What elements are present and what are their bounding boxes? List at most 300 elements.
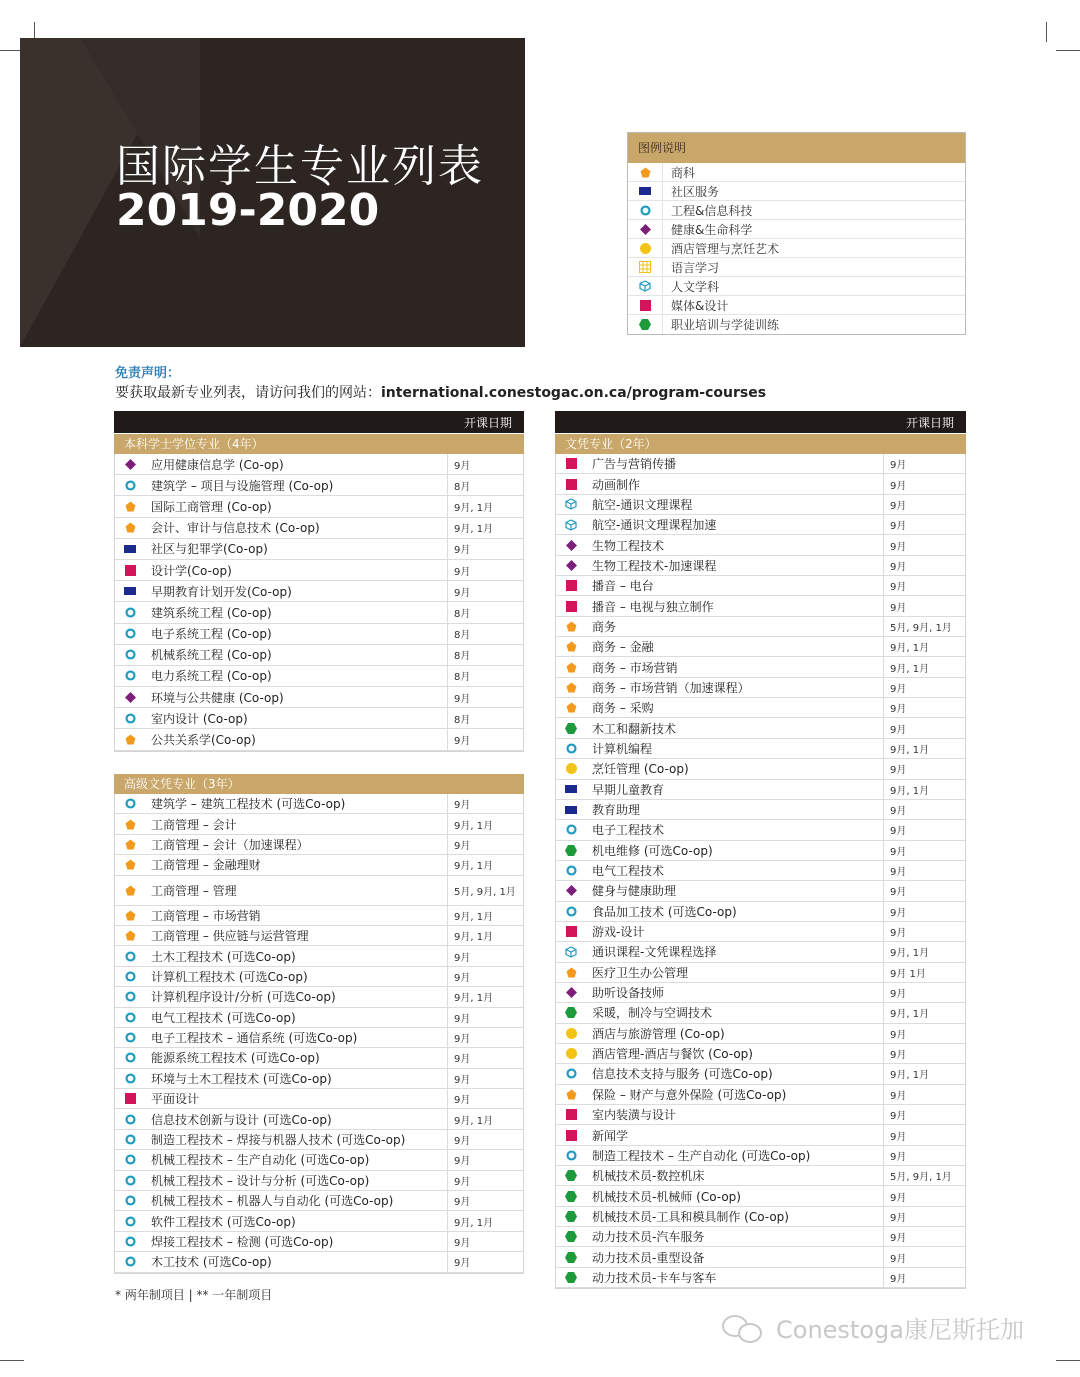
website-link[interactable]: international.conestogac.on.ca/program-courses [381,385,767,401]
program-row [115,1028,523,1048]
start-date: 9月 [883,556,965,575]
start-date: 8月 [447,666,523,686]
start-date: 9月 [447,1069,523,1088]
program-name: 航空-通识文理课程加速 [592,518,717,533]
community-services-icon [115,587,145,595]
engineering-it-icon [115,649,145,660]
legend-item-label: 职业培训与学徒训练 [671,318,780,332]
program-name: 计算机工程技术 (可选Co-op) [151,969,308,984]
program-name: 室内设计 (Co-op) [151,711,248,726]
community-services-icon [628,182,663,201]
program-row [115,814,523,834]
program-name: 机械技术员-数控机床 [592,1169,705,1184]
program-row [115,926,523,946]
program-row [115,1008,523,1028]
trades-apprenticeship-icon [556,1191,586,1202]
trades-apprenticeship-icon [556,1231,586,1242]
crop-mark [1056,50,1080,51]
start-date: 9月 [447,967,523,986]
crop-mark [1046,22,1047,42]
program-row [556,780,965,800]
business-category-icon [115,910,145,921]
program-row [115,518,523,539]
program-name: 助听设备技师 [592,986,665,1001]
engineering-it-icon [115,1175,145,1186]
health-life-sciences-icon [628,220,663,239]
program-name: 软件工程技术 (可选Co-op) [151,1214,296,1229]
program-name: 动力技术员-卡车与客车 [592,1270,717,1285]
legend-item [628,163,965,182]
hospitality-culinary-icon [556,1028,586,1039]
program-name: 早期教育计划开发(Co-op) [151,584,292,599]
start-date: 9月 [883,515,965,534]
program-row [115,539,523,560]
start-date: 9月 [883,1044,965,1063]
program-name: 制造工程技术 – 焊接与机器人技术 (可选Co-op) [151,1133,406,1148]
program-row [556,495,965,515]
program-name: 教育助理 [592,803,641,818]
start-date: 9月 [883,800,965,819]
trades-apprenticeship-icon [556,1211,586,1222]
program-name: 会计、审计与信息技术 (Co-op) [151,521,320,536]
program-name: 工商管理 – 供应链与运营管理 [151,929,309,944]
media-design-icon [556,1130,586,1141]
program-row [556,841,965,861]
start-date: 9月, 1月 [883,1064,965,1083]
watermark [722,1310,1024,1345]
start-date: 9月 [883,454,965,473]
business-category-icon [556,1089,586,1100]
start-date: 9月 [447,1048,523,1067]
media-design-icon [115,565,145,576]
program-row [556,963,965,983]
engineering-it-icon [115,713,145,724]
legend-item-label: 工程&信息科技 [671,203,753,218]
program-name: 工商管理 – 会计 [151,817,237,832]
engineering-it-icon [115,1236,145,1247]
legend-item [628,258,965,277]
start-date: 5月, 9月, 1月 [883,617,965,636]
health-life-sciences-icon [556,560,586,571]
start-date: 9月 [883,983,965,1002]
start-date: 9月 [447,1130,523,1149]
media-design-icon [556,1109,586,1120]
engineering-it-icon [115,1256,145,1267]
program-row [115,987,523,1007]
start-date: 9月 [447,1008,523,1027]
program-name: 信息技术创新与设计 (可选Co-op) [151,1112,332,1127]
start-date: 8月 [447,602,523,622]
program-row [115,1171,523,1191]
program-name: 能源系统工程技术 (可选Co-op) [151,1051,320,1066]
program-row [115,1252,523,1272]
table-header [114,411,524,433]
program-row [115,602,523,623]
start-date: 9月, 1月 [447,518,523,538]
business-category-icon [115,839,145,850]
program-name: 建筑学 – 建筑工程技术 (可选Co-op) [151,797,346,812]
program-name: 制造工程技术 – 生产自动化 (可选Co-op) [592,1148,811,1163]
legend-item-label: 媒体&设计 [671,298,729,313]
business-category-icon [556,682,586,693]
start-date: 9月, 1月 [447,814,523,833]
program-row [115,1232,523,1252]
engineering-it-icon [115,670,145,681]
program-row [556,1024,965,1044]
engineering-it-icon [115,1154,145,1165]
legend-item-label: 语言学习 [671,260,720,275]
start-date: 9月 [883,474,965,493]
community-services-icon [556,785,586,793]
section-title: 高级文凭专业（3年） [114,773,524,794]
program-row [115,967,523,987]
program-name: 电子系统工程 (Co-op) [151,627,272,642]
program-name: 工商管理 – 市场营销 [151,908,261,923]
program-row [556,902,965,922]
start-date: 9月 [447,1191,523,1210]
program-row [556,983,965,1003]
start-date: 9月 [883,1268,965,1287]
start-date-header: 开课日期 [905,415,954,430]
program-name: 设计学(Co-op) [151,563,232,578]
business-category-icon [556,621,586,632]
section-title: 本科学士学位专业（4年） [114,433,524,454]
program-row [556,1247,965,1267]
start-date: 9月, 1月 [883,942,965,961]
start-date: 9月 [447,1171,523,1190]
program-row [115,1089,523,1109]
program-row [556,474,965,494]
program-row [115,454,523,475]
program-name: 应用健康信息学 (Co-op) [151,457,284,472]
section-title: 文凭专业（2年） [555,433,966,454]
start-date: 9月 [883,1105,965,1124]
program-name: 计算机程序设计/分析 (可选Co-op) [151,990,336,1005]
legend-item [628,277,965,296]
program-row [556,861,965,881]
program-name: 游戏-设计 [592,925,645,940]
program-row [556,881,965,901]
disclaimer-title: 免责声明： [115,366,181,381]
engineering-it-icon [115,607,145,618]
program-row [115,645,523,666]
engineering-it-icon [556,743,586,754]
business-category-icon [115,930,145,941]
start-date: 9月 [883,535,965,554]
program-name: 环境与土木工程技术 (可选Co-op) [151,1071,332,1086]
program-row [115,581,523,602]
program-name: 电子工程技术 [592,823,665,838]
program-name: 国际工商管理 (Co-op) [151,499,272,514]
legend-item [628,239,965,258]
crop-mark [0,1360,24,1361]
engineering-it-icon [115,798,145,809]
start-date: 9月 [447,729,523,749]
program-name: 建筑系统工程 (Co-op) [151,605,272,620]
start-date: 9月 [447,946,523,965]
business-category-icon [115,501,145,512]
liberal-studies-icon [556,519,586,531]
program-row [556,576,965,596]
liberal-studies-icon [556,498,586,510]
program-name: 动画制作 [592,477,641,492]
business-category-icon [115,885,145,896]
program-name: 商务 – 采购 [592,701,654,716]
legend-item-label: 酒店管理与烹饪艺术 [671,241,780,256]
program-row [115,624,523,645]
language-studies-icon [628,258,663,277]
program-name: 木工技术 (可选Co-op) [151,1255,272,1270]
trades-apprenticeship-icon [556,1007,586,1018]
program-name: 早期儿童教育 [592,782,665,797]
program-name: 酒店与旅游管理 (Co-op) [592,1026,725,1041]
start-date: 9月 [447,581,523,601]
start-date: 9月, 1月 [883,637,965,656]
business-category-icon [115,734,145,745]
media-design-icon [628,296,663,315]
start-date: 8月 [447,475,523,495]
health-life-sciences-icon [556,885,586,896]
start-date: 9月 1月 [883,963,965,982]
program-row [556,1166,965,1186]
program-name: 工商管理 – 金融理财 [151,858,261,873]
engineering-it-icon [115,971,145,982]
program-name: 机械工程技术 – 设计与分析 (可选Co-op) [151,1173,370,1188]
start-date: 9月 [883,841,965,860]
program-name: 机电维修 (可选Co-op) [592,843,713,858]
program-row [556,1186,965,1206]
program-name: 信息技术支持与服务 (可选Co-op) [592,1067,773,1082]
engineering-it-icon [115,1012,145,1023]
legend-item-label: 社区服务 [671,184,720,199]
start-date: 9月 [883,718,965,737]
media-design-icon [556,479,586,490]
start-date: 9月, 1月 [883,1003,965,1022]
watermark-text: Conestoga康尼斯托加 [776,1316,1024,1344]
program-name: 航空-通识文理课程 [592,497,693,512]
business-category-icon [115,819,145,830]
program-row [556,1227,965,1247]
program-row [115,729,523,750]
start-date: 5月, 9月, 1月 [447,876,523,905]
program-name: 公共关系学(Co-op) [151,733,256,748]
program-row [556,739,965,759]
start-date: 8月 [447,708,523,728]
liberal-studies-icon [628,277,663,296]
health-life-sciences-icon [115,692,145,703]
program-row [556,759,965,779]
business-category-icon [115,522,145,533]
start-date: 9月 [447,1232,523,1251]
start-date: 9月 [883,881,965,900]
start-date: 9月 [883,678,965,697]
program-name: 商务 – 市场营销（加速课程） [592,680,750,695]
program-row [115,946,523,966]
program-name: 商务 – 金融 [592,640,654,655]
community-services-icon [556,806,586,814]
program-row [556,596,965,616]
start-date: 9月, 1月 [447,496,523,516]
health-life-sciences-icon [115,459,145,470]
business-category-icon [556,702,586,713]
start-date: 9月 [883,1146,965,1165]
engineering-it-icon [115,951,145,962]
engineering-it-icon [115,628,145,639]
program-name: 广告与营销传播 [592,457,677,472]
program-row [115,1069,523,1089]
engineering-it-icon [115,1032,145,1043]
program-name: 机械工程技术 – 生产自动化 (可选Co-op) [151,1153,370,1168]
program-row [556,1085,965,1105]
start-date: 9月 [883,922,965,941]
start-date: 9月 [447,539,523,559]
program-name: 环境与公共健康 (Co-op) [151,690,284,705]
start-date: 9月 [447,794,523,813]
liberal-studies-icon [556,946,586,958]
program-row [556,678,965,698]
page-year: 2019-2020 [116,185,380,236]
legend [627,132,966,335]
business-category-icon [556,641,586,652]
program-name: 烹饪管理 (Co-op) [592,762,689,777]
program-name: 医疗卫生办公管理 [592,965,689,980]
program-name: 电力系统工程 (Co-op) [151,669,272,684]
health-life-sciences-icon [556,540,586,551]
business-category-icon [628,163,663,182]
program-name: 室内装潢与设计 [592,1108,677,1123]
program-row [556,800,965,820]
program-name: 生物工程技术 [592,538,665,553]
start-date: 9月, 1月 [883,780,965,799]
start-date: 9月 [447,835,523,854]
program-row [556,1207,965,1227]
program-row [115,475,523,496]
program-row [115,794,523,814]
hospitality-culinary-icon [556,1048,586,1059]
legend-title: 图例说明 [628,133,965,163]
engineering-it-icon [115,1052,145,1063]
program-name: 土木工程技术 (可选Co-op) [151,949,296,964]
program-row [115,687,523,708]
program-name: 播音 – 电台 [592,579,654,594]
media-design-icon [556,580,586,591]
program-name: 电子工程技术 – 通信系统 (可选Co-op) [151,1031,358,1046]
start-date: 9月 [883,1024,965,1043]
program-name: 动力技术员-重型设备 [592,1250,705,1265]
start-date: 9月, 1月 [447,906,523,925]
start-date: 9月, 1月 [883,657,965,676]
program-row [115,1150,523,1170]
program-row [556,515,965,535]
trades-apprenticeship-icon [556,723,586,734]
program-name: 电气工程技术 (可选Co-op) [151,1010,296,1025]
program-row [556,1044,965,1064]
wechat-icon [722,1313,768,1343]
start-date: 9月, 1月 [447,1211,523,1230]
engineering-it-icon [115,1134,145,1145]
program-name: 机械工程技术 – 机器人与自动化 (可选Co-op) [151,1194,394,1209]
program-row [556,922,965,942]
engineering-it-icon [115,1195,145,1206]
start-date: 9月, 1月 [447,926,523,945]
engineering-it-icon [628,201,663,220]
engineering-it-icon [115,991,145,1002]
program-name: 商务 – 市场营销 [592,660,678,675]
start-date-header: 开课日期 [463,415,512,430]
disclaimer-text: 要获取最新专业列表，请访问我们的网站： [115,385,381,401]
program-row [556,1003,965,1023]
start-date: 9月, 1月 [447,855,523,874]
program-row [556,698,965,718]
start-date: 9月, 1月 [447,987,523,1006]
program-row [115,855,523,875]
bachelor-programs-table [114,411,524,752]
program-row [556,820,965,840]
start-date: 5月, 9月, 1月 [883,1166,965,1185]
table-header [555,411,966,433]
program-row [556,1268,965,1288]
program-name: 新闻学 [592,1128,629,1143]
start-date: 9月, 1月 [883,739,965,758]
program-row [556,1105,965,1125]
start-date: 9月 [883,1247,965,1266]
program-row [556,1146,965,1166]
program-row [115,1191,523,1211]
program-name: 建筑学 – 项目与设施管理 (Co-op) [151,478,334,493]
start-date: 9月 [883,1085,965,1104]
hospitality-culinary-icon [628,239,663,258]
start-date: 9月 [883,902,965,921]
program-row [115,560,523,581]
legend-item [628,220,965,239]
program-row [115,496,523,517]
program-row [556,637,965,657]
program-name: 商务 [592,619,617,634]
start-date: 9月 [883,698,965,717]
footnote: * 两年制项目 | ** 一年制项目 [115,1288,273,1302]
start-date: 9月 [883,861,965,880]
advanced-diploma-table [114,773,524,1274]
legend-item [628,315,965,334]
program-name: 社区与犯罪学(Co-op) [151,542,268,557]
program-name: 电气工程技术 [592,864,665,879]
diploma-programs-table [555,411,966,1289]
start-date: 9月 [883,1186,965,1205]
start-date: 9月 [883,820,965,839]
start-date: 9月 [883,1207,965,1226]
program-row [556,657,965,677]
legend-item-label: 健康&生命科学 [671,222,753,237]
start-date: 9月 [447,1150,523,1169]
business-category-icon [115,859,145,870]
start-date: 9月 [883,576,965,595]
engineering-it-icon [556,1150,586,1161]
media-design-icon [115,1093,145,1104]
hero-banner [20,38,525,347]
program-row [556,454,965,474]
start-date: 9月 [883,759,965,778]
program-row [115,666,523,687]
page-title: 国际学生专业列表 [116,141,484,192]
program-name: 动力技术员-汽车服务 [592,1230,705,1245]
engineering-it-icon [115,1216,145,1227]
engineering-it-icon [115,1073,145,1084]
program-row [115,906,523,926]
program-row [556,942,965,962]
disclaimer [115,382,766,402]
engineering-it-icon [115,480,145,491]
program-name: 采暖，制冷与空调技术 [592,1006,713,1021]
